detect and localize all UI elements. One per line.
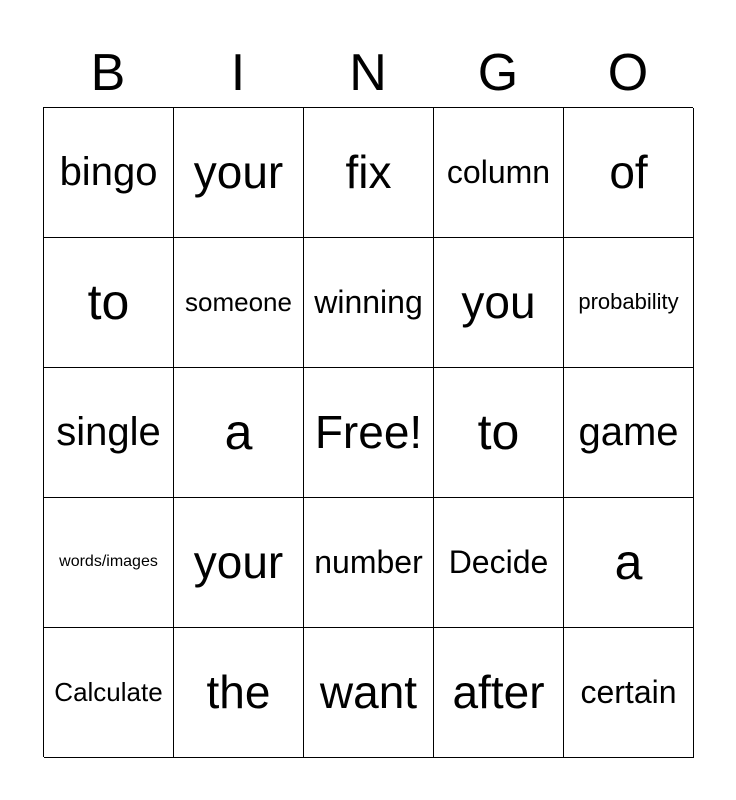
bingo-cell[interactable]: someone xyxy=(174,238,304,368)
header-letter-n: N xyxy=(349,44,387,102)
bingo-cell[interactable]: fix xyxy=(304,108,434,238)
bingo-cell[interactable]: bingo xyxy=(44,108,174,238)
bingo-cell[interactable]: to xyxy=(434,368,564,498)
bingo-cell[interactable]: of xyxy=(564,108,694,238)
bingo-cell[interactable]: after xyxy=(434,628,564,758)
bingo-cell[interactable]: winning xyxy=(304,238,434,368)
header-letter-g: G xyxy=(477,44,519,102)
bingo-header xyxy=(43,40,693,106)
bingo-cell[interactable]: Calculate xyxy=(44,628,174,758)
header-letter-i: I xyxy=(230,44,246,102)
bingo-cell[interactable]: your xyxy=(174,498,304,628)
bingo-cell[interactable]: single xyxy=(44,368,174,498)
bingo-cell[interactable]: words/images xyxy=(44,498,174,628)
header-letter-o: O xyxy=(607,44,649,102)
bingo-board xyxy=(43,107,693,757)
bingo-cell[interactable]: a xyxy=(174,368,304,498)
bingo-cell[interactable]: certain xyxy=(564,628,694,758)
bingo-cell[interactable]: your xyxy=(174,108,304,238)
bingo-cell[interactable]: game xyxy=(564,368,694,498)
header-letter-b: B xyxy=(90,44,126,102)
bingo-cell[interactable]: the xyxy=(174,628,304,758)
bingo-cell[interactable]: you xyxy=(434,238,564,368)
bingo-cell[interactable]: column xyxy=(434,108,564,238)
bingo-cell[interactable]: a xyxy=(564,498,694,628)
bingo-cell[interactable]: want xyxy=(304,628,434,758)
bingo-cell[interactable]: Decide xyxy=(434,498,564,628)
free-space-cell[interactable]: Free! xyxy=(304,368,434,498)
bingo-cell[interactable]: to xyxy=(44,238,174,368)
bingo-cell[interactable]: number xyxy=(304,498,434,628)
bingo-cell[interactable]: probability xyxy=(564,238,694,368)
